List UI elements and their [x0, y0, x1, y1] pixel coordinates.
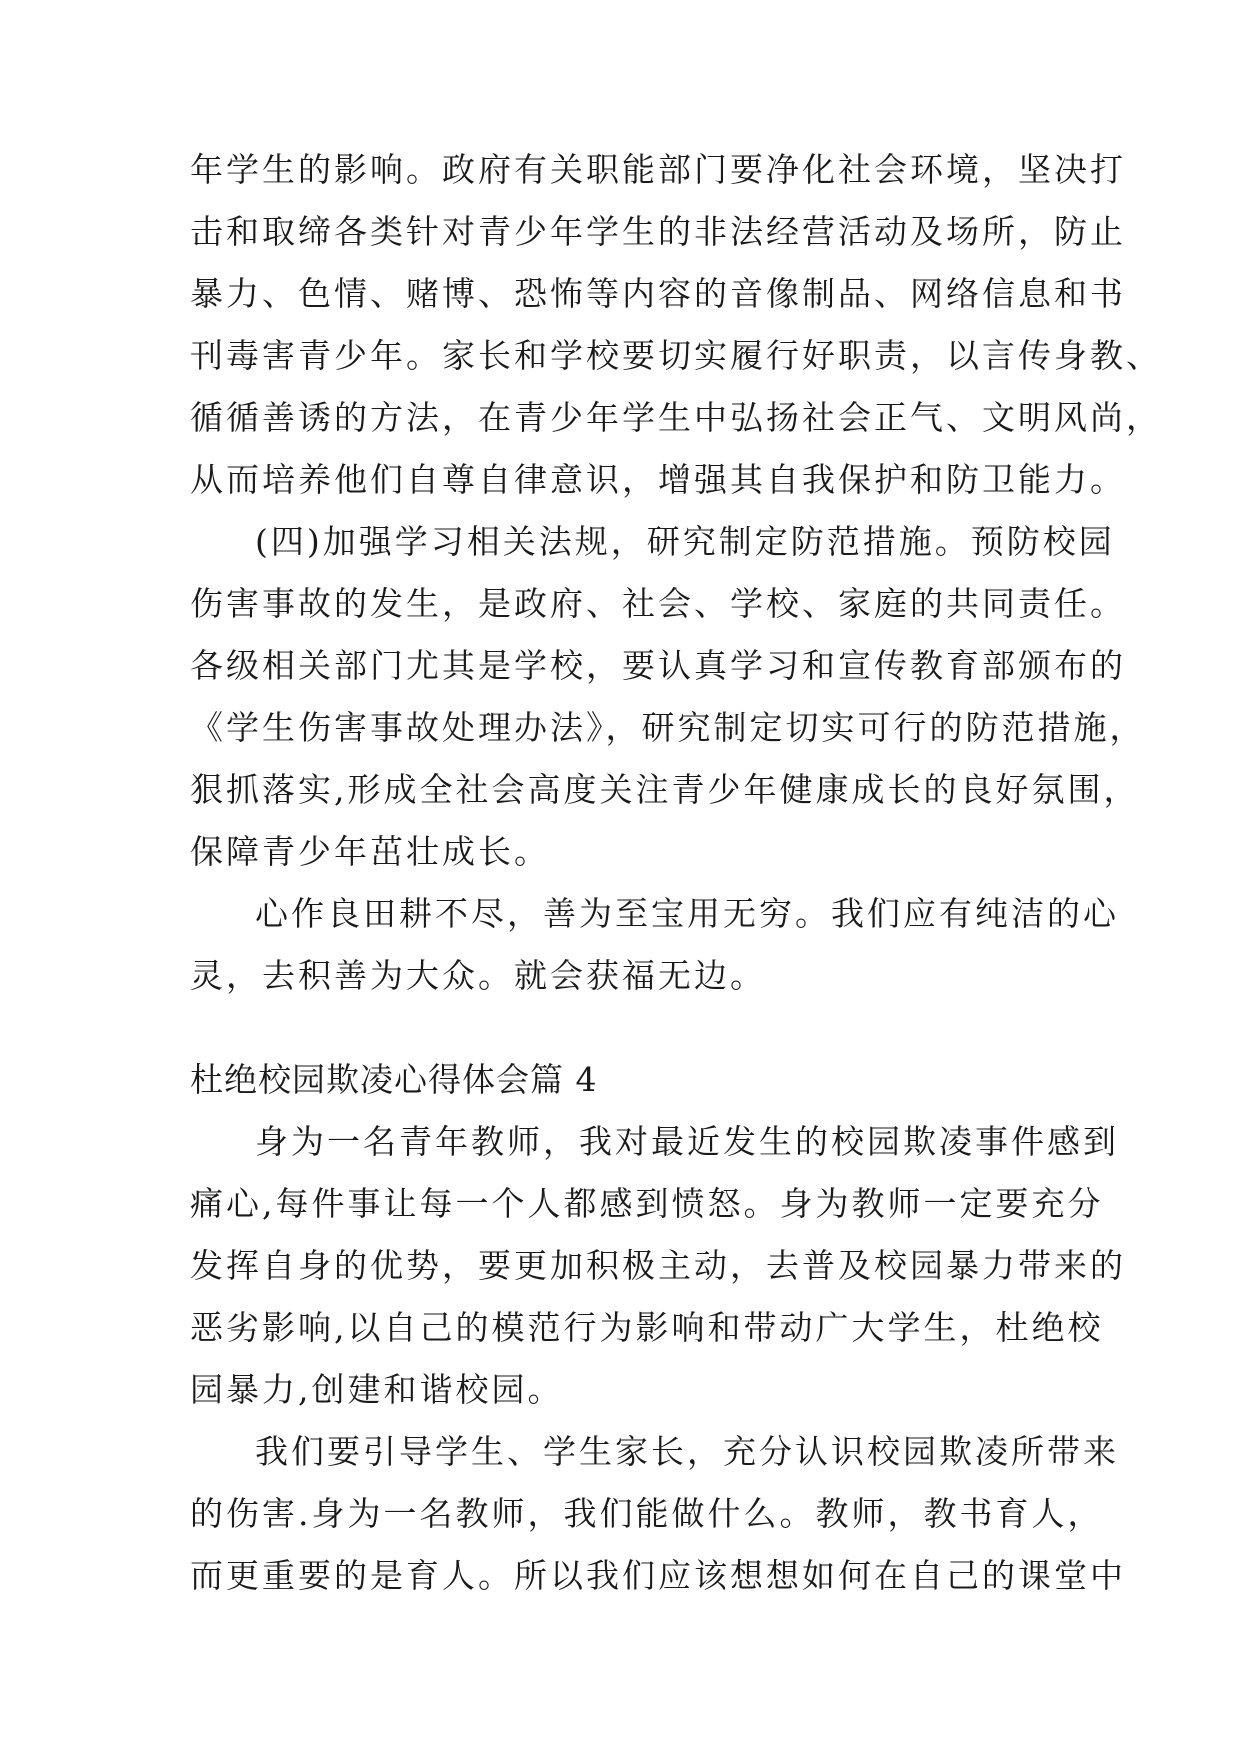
text-line: 年学生的影响。政府有关职能部门要净化社会环境，坚决打 [190, 150, 1126, 189]
paragraph-start: 身为一名青年教师，我对最近发生的校园欺凌事件感到 [255, 1122, 1119, 1161]
text-line: 园暴力,创建和谐校园。 [190, 1370, 564, 1409]
section-heading: 杜绝校园欺凌心得体会篇 4 [190, 1060, 598, 1099]
text-line: 保障青少年茁壮成长。 [190, 832, 550, 871]
text-line: 暴力、色情、赌博、恐怖等内容的音像制品、网络信息和书 [190, 274, 1126, 313]
text-line: 《学生伤害事故处理办法》，研究制定切实可行的防范措施， [190, 708, 1146, 747]
text-line: 灵，去积善为大众。就会获福无边。 [190, 956, 766, 995]
text-line: 各级相关部门尤其是学校，要认真学习和宣传教育部颁布的 [190, 646, 1126, 685]
text-line: 痛心,每件事让每一个人都感到愤怒。身为教师一定要充分 [190, 1184, 1104, 1223]
text-line: 发挥自身的优势，要更加积极主动，去普及校园暴力带来的 [190, 1246, 1126, 1285]
paragraph-start: (四)加强学习相关法规，研究制定防范措施。预防校园 [255, 522, 1115, 561]
text-line: 击和取缔各类针对青少年学生的非法经营活动及场所，防止 [190, 212, 1126, 251]
text-line: 的伤害.身为一名教师，我们能做什么。教师，教书育人， [190, 1494, 1104, 1533]
text-line: 伤害事故的发生，是政府、社会、学校、家庭的共同责任。 [190, 584, 1126, 623]
text-line: 循循善诱的方法，在青少年学生中弘扬社会正气、文明风尚， [190, 398, 1162, 437]
text-line: 从而培养他们自尊自律意识，增强其自我保护和防卫能力。 [190, 460, 1126, 499]
text-line: 恶劣影响,以自己的模范行为影响和带动广大学生，杜绝校 [190, 1308, 1104, 1347]
text-line: 而更重要的是育人。所以我们应该想想如何在自己的课堂中 [190, 1556, 1126, 1595]
text-line: 刊毒害青少年。家长和学校要切实履行好职责，以言传身教、 [190, 336, 1162, 375]
text-line: 狠抓落实,形成全社会高度关注青少年健康成长的良好氛围， [190, 770, 1140, 809]
paragraph-start: 心作良田耕不尽，善为至宝用无穷。我们应有纯洁的心 [255, 894, 1119, 933]
paragraph-start: 我们要引导学生、学生家长，充分认识校园欺凌所带来 [255, 1432, 1119, 1471]
